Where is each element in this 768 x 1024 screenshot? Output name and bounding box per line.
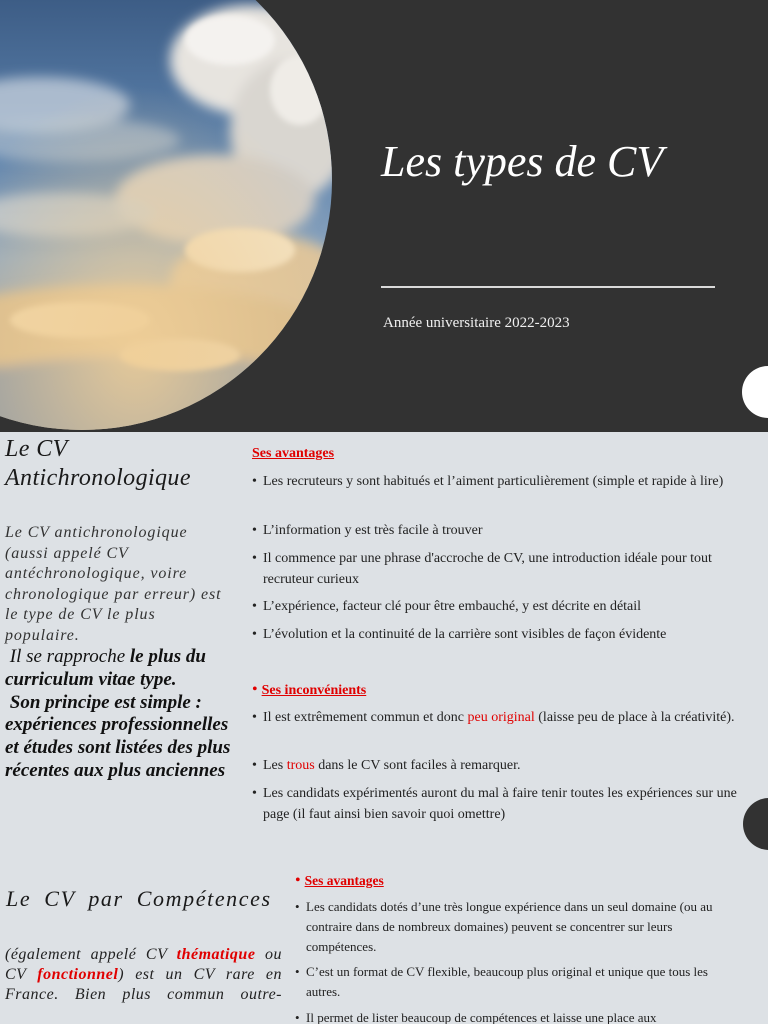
sky-clouds-image [0, 0, 768, 432]
list-item: • Il est extrêmement commun et donc peu original (laisse peu de place à la créativité). [263, 707, 763, 728]
bullet-icon: • [295, 899, 300, 914]
section-description: (également appelé CV thématique ou CV fonctionnel) est un CV rare en France. Bien plus commun outre- [5, 946, 283, 1003]
avantages-heading: Ses avantages [252, 446, 335, 461]
bullet-icon: • [295, 964, 300, 979]
inconvenients-heading-row [252, 681, 366, 700]
avantages-heading: Ses avantages [304, 873, 384, 888]
avantages-heading-row [295, 872, 384, 890]
section-title: Le CV Antichronologique [5, 436, 191, 491]
list-item: • Les candidats expérimentés auront du mal à faire tenir toutes les expériences sur une page (il faut ainsi bien savoir quoi omettre) [263, 783, 763, 825]
list-item: • Les trous dans le CV sont faciles à remarquer. [263, 755, 763, 776]
bullet-icon: • [252, 599, 257, 614]
slide-subtitle: Année universitaire 2022-2023 [383, 315, 570, 331]
list-item: • C’est un format de CV flexible, beaucoup plus original et unique que tous les autres. [295, 964, 708, 999]
title-divider [381, 286, 715, 288]
inconvenients-heading: Ses inconvénients [261, 683, 367, 698]
bullet-icon: • [252, 786, 257, 801]
slide-title: Les types de CV [381, 137, 664, 186]
summary-highlight: le plus du curriculum vitae type. [5, 646, 206, 690]
bullet-icon: • [295, 1010, 300, 1024]
summary-prefix: Il se rapproche [9, 646, 130, 667]
list-item: • Les recruteurs y sont habitués et l’aiment particulièrement (simple et rapide à lire) [263, 471, 763, 492]
section-description: Le CV antichronologique (aussi appelé CV antéchronologique, voire chronologique par erreur) est le type de CV le plus populaire. [5, 524, 222, 644]
list-item: • Les candidats dotés d’une très longue expérience dans un seul domaine (ou au contraire dans de nombreux domaines) peuvent se concentrer sur leurs compétences. [295, 899, 713, 954]
section-summary [5, 646, 237, 783]
competences-slide [0, 864, 768, 1024]
bullet-icon: • [252, 681, 258, 698]
section-title: Le CV par Compétences [6, 886, 272, 911]
title-slide [0, 0, 768, 432]
bullet-icon: • [295, 872, 301, 889]
bullet-icon: • [252, 627, 257, 642]
list-item: • L’information y est très facile à trouver [263, 520, 763, 541]
summary-principe: Son principe est simple : expériences professionnelles et études sont listées des plus récentes aux plus anciennes [5, 691, 231, 781]
list-item: • Il commence par une phrase d'accroche de CV, une introduction idéale pour tout recruteur curieux [263, 548, 763, 590]
list-item: • L’évolution et la continuité de la carrière sont visibles de façon évidente [263, 624, 763, 645]
antichronologique-slide [0, 432, 768, 864]
bullet-icon: • [252, 551, 257, 566]
bullet-icon: • [252, 710, 257, 725]
list-item: • Il permet de lister beaucoup de compétences et laisse une place aux [306, 1008, 716, 1024]
bullet-icon: • [252, 523, 257, 538]
bullet-icon: • [252, 474, 257, 489]
list-item: • L’expérience, facteur clé pour être embauché, y est décrite en détail [263, 596, 763, 617]
bullet-icon: • [252, 758, 257, 773]
